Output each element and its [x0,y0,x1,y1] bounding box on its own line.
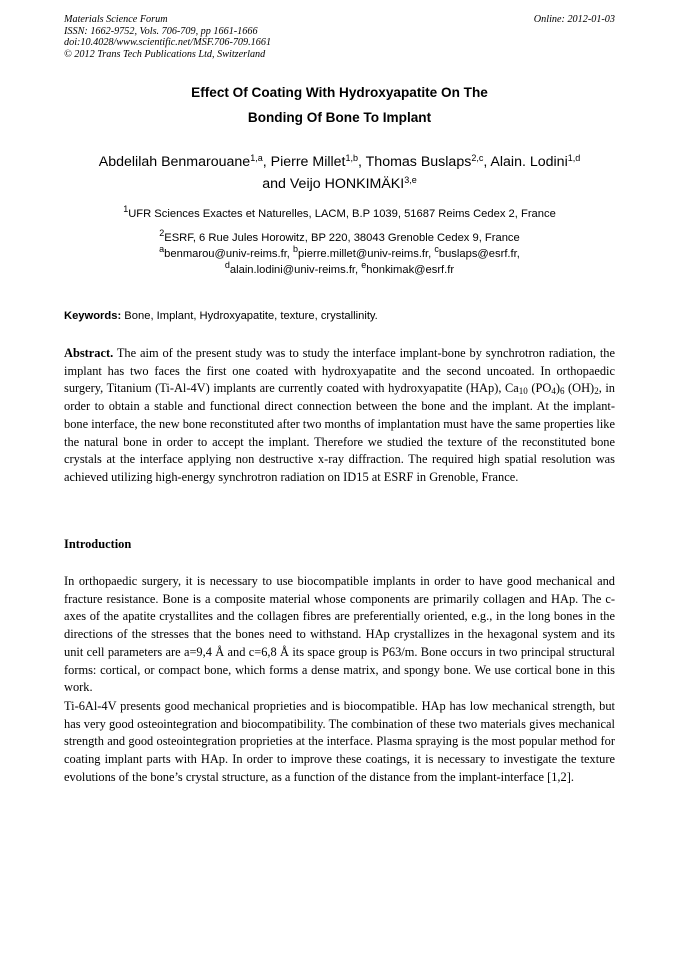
email-sup: a [159,244,165,254]
affiliation-text: ESRF, 6 Rue Jules Horowitz, BP 220, 38043 Grenoble Cedex 9, France [164,232,520,244]
doi-line: doi:10.4028/www.scientific.net/MSF.706-709.1661 [64,37,272,48]
author-affil-sup: 1,d [567,153,581,163]
author-name: , Pierre Millet [262,154,346,170]
email-link[interactable]: alain.lodini@univ-reims.fr, [229,264,362,276]
author-affil-sup: 2,c [471,153,484,163]
online-date: Online: 2012-01-03 [533,14,615,25]
subscript: 10 [518,386,528,397]
affiliation-2 [50,230,629,246]
affiliation-text: UFR Sciences Exactes et Naturelles, LACM, B.P 1039, 51687 Reims Cedex 2, France [128,208,556,220]
author-line-2 [50,173,629,195]
author-line-1 [50,151,629,173]
author-name: , Thomas Buslaps [358,154,472,170]
affiliation-sup: 1 [123,204,129,214]
email-link[interactable]: honkimak@esrf.fr [366,264,455,276]
introduction-paragraph-1: In orthopaedic surgery, it is necessary to use biocompatible implants in order to have good mechanical and fracture resistance. Bone is a composite material whose components are primarily collagen and HAp. The c-axes of the apatite crystallites and the collagen fibres are preferentially oriented, e.g., in the long bones in the directions of the stresses that the bones need to withstand. HAp crystallizes in the hexagonal system and its unit cell parameters are a=9,4 Å and c=6,8 Å its space group is P63/m. Bone occurs in two principal structural forms: cortical, or compact bone, which forms a dense matrix, and spongy bone. We use cortical bone in this work. [64,574,615,695]
abstract-text: (OH) [564,381,595,396]
author-list [50,151,629,195]
copyright-line: © 2012 Trans Tech Publications Ltd, Switzerland [64,48,266,60]
abstract-text: The aim of the present study was to study the interface implant-bone by synchrotron radiation, the implant has two faces the first one coated with hydroxyapatite and the second uncoated. In orthopaedic surgery, Titanium (Ti-Al-4V) implants are currently coated with hydroxyapatite (HAp), Ca [64,346,615,396]
introduction-paragraph-2: Ti-6Al-4V presents good mechanical proprieties and is biocompatible. HAp has low mechanical strength, but has very good osteointegration and biocompatibility. The combination of these two materials gives mechanical strength and good osteointegration proprieties at the interface. Plasma spraying is the most popular method for coating implant parts with HAp. In order to improve these coatings, it is necessary to investigate the texture evolutions of the bone’s crystal structure, as a function of the distance from the implant-interface [1,2]. [64,699,615,784]
email-sup: c [434,244,439,254]
affiliation-1 [50,206,629,222]
keywords [64,309,615,323]
abstract-label: Abstract. [64,346,114,360]
affiliations [50,206,629,278]
paper-title [64,80,615,130]
author-name: and Veijo HONKIMÄKI [262,176,405,192]
journal-info [64,14,271,60]
title-line-1: Effect Of Coating With Hydroxyapatite On The [191,85,488,100]
email-link[interactable]: pierre.millet@univ-reims.fr, [298,248,435,260]
email-link[interactable]: benmarou@univ-reims.fr, [164,248,294,260]
keywords-label: Keywords: [64,310,122,322]
author-name: , Alain. Lodini [483,154,568,170]
author-name: Abdelilah Benmarouane [98,154,251,170]
title-line-2: Bonding Of Bone To Implant [247,110,432,125]
author-affil-sup: 1,b [345,153,359,163]
email-link[interactable]: buslaps@esrf.fr, [438,248,520,260]
abstract-text: ) [555,381,560,396]
email-sup: b [293,244,299,254]
email-line-1 [50,246,629,262]
email-line-2 [50,262,629,278]
affiliation-sup: 2 [159,228,165,238]
email-sup: d [224,260,230,270]
author-affil-sup: 1,a [250,153,263,163]
journal-name: Materials Science Forum [64,14,168,25]
subscript: 6 [559,386,565,397]
section-heading-introduction: Introduction [64,537,132,551]
abstract-text: , in order to obtain a stable and functional direct connection between the bone and the implant. At the implant-bone interface, the new bone reconstituted after two months of implantation must have the same properties like the natural bone in order to accept the implant. Therefore we studied the texture of the reconstituted bone crystals at the interface applying non destructive x-ray diffraction. The required high spatial resolution was achieved utilizing high-energy synchrotron radiation on ID15 at ESRF in Grenoble, France. [64,381,615,484]
issn-line: ISSN: 1662-9752, Vols. 706-709, pp 1661-1666 [64,25,258,37]
abstract [64,345,615,487]
email-sup: e [361,260,367,270]
abstract-text: (PO [527,381,552,396]
subscript: 2 [594,386,599,397]
author-affil-sup: 3,e [404,175,417,185]
keywords-text: Bone, Implant, Hydroxyapatite, texture, crystallinity. [121,310,378,322]
subscript: 4 [551,386,556,397]
